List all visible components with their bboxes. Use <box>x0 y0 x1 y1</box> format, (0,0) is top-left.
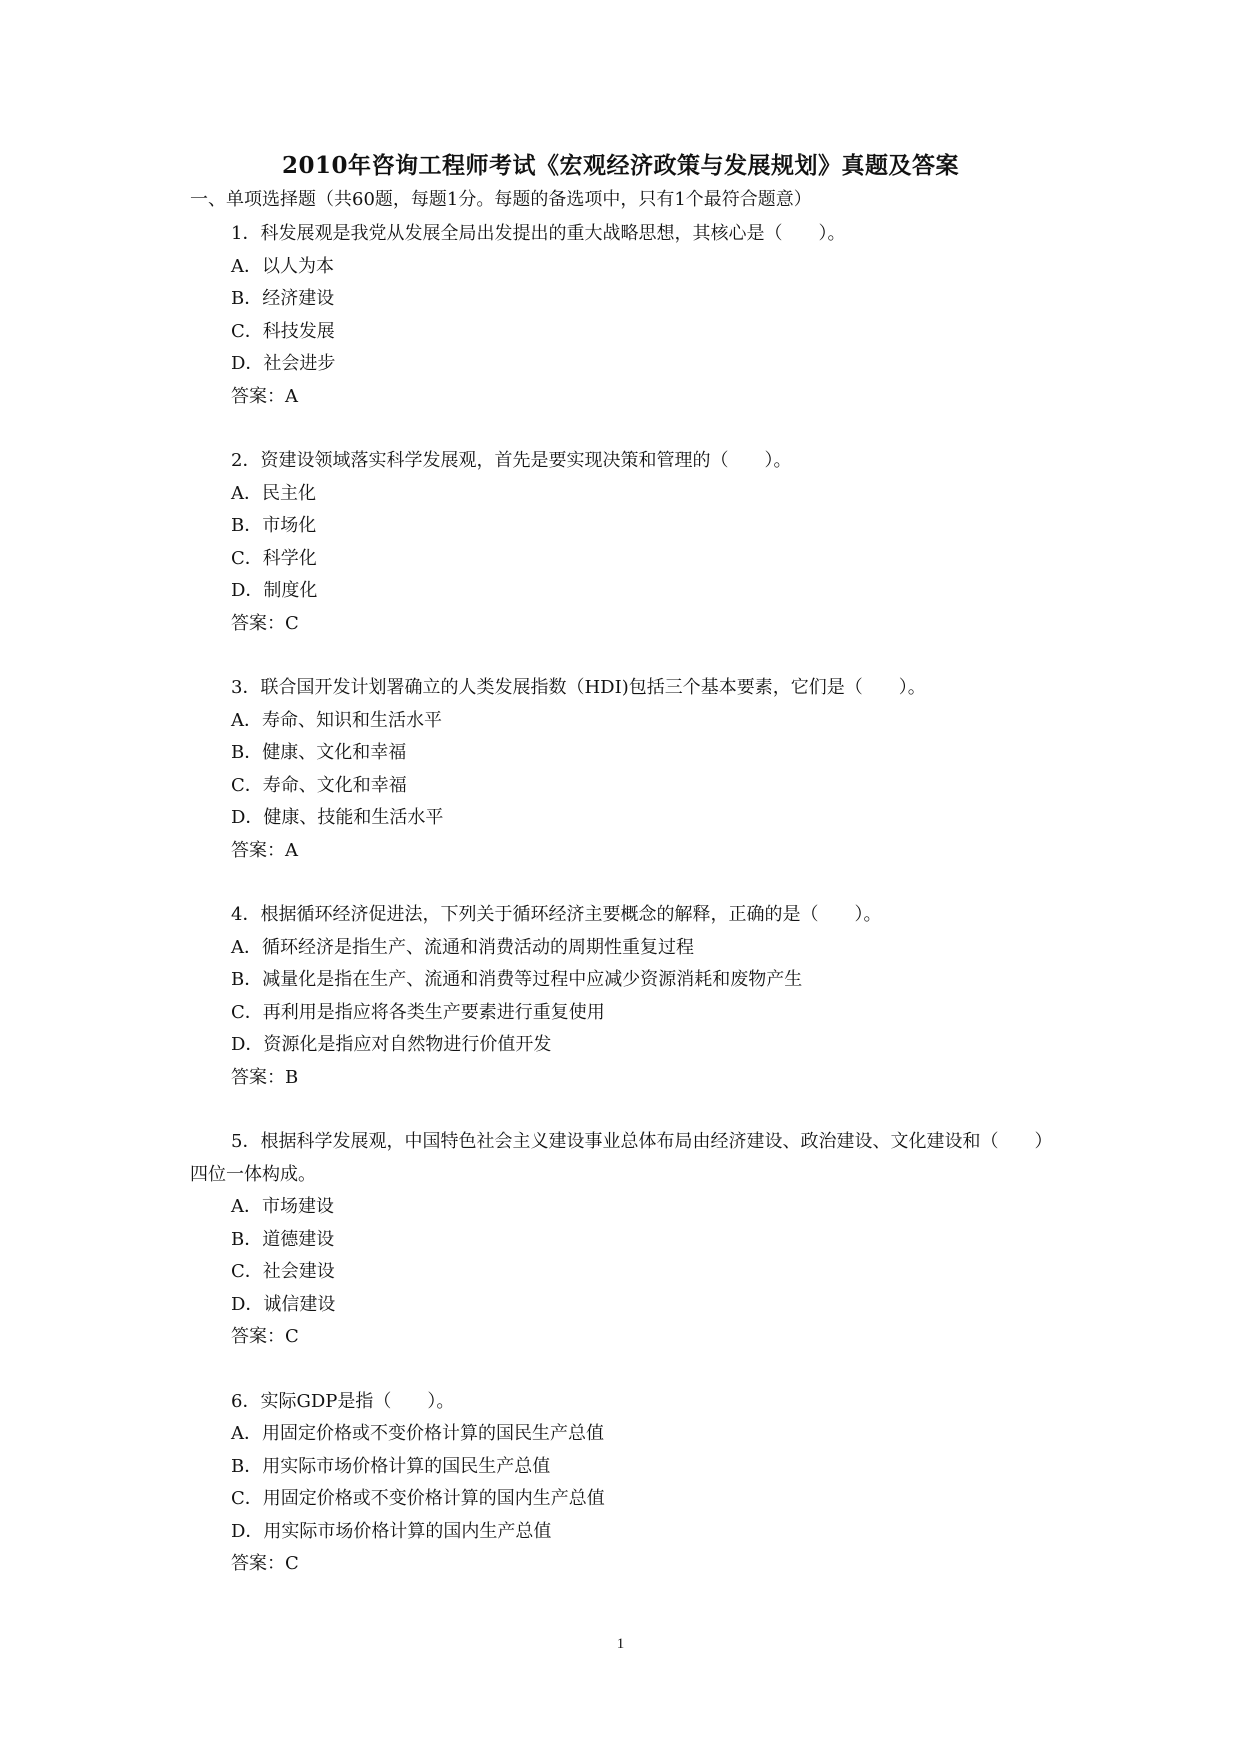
option-a: A．循环经济是指生产、流通和消费活动的周期性重复过程 <box>231 936 694 958</box>
question-stem: 5．根据科学发展观，中国特色社会主义建设事业总体布局由经济建设、政治建设、文化建设和（ ）四位一体构成。 <box>190 1131 1053 1185</box>
option-a: A．民主化 <box>231 482 316 504</box>
option-a: A．用固定价格或不变价格计算的国民生产总值 <box>231 1423 604 1444</box>
page-number: 1 <box>616 1636 625 1652</box>
option-b: B．健康、文化和幸福 <box>231 742 407 763</box>
question-6 <box>231 1386 1061 1581</box>
option-b: B．经济建设 <box>231 288 335 309</box>
question-3 <box>231 672 1061 867</box>
question-4 <box>231 899 1061 1094</box>
option-a: A．寿命、知识和生活水平 <box>231 709 442 731</box>
option-c: C．社会建设 <box>231 1261 335 1282</box>
option-d: D．制度化 <box>231 580 318 601</box>
question-list <box>190 218 1061 1581</box>
question-stem: 1．科发展观是我党从发展全局出发提出的重大战略思想，其核心是（ ）。 <box>231 223 846 244</box>
option-b: B．市场化 <box>231 515 317 536</box>
option-c: C．再利用是指应将各类生产要素进行重复使用 <box>231 1001 605 1023</box>
option-c: C．寿命、文化和幸福 <box>231 774 407 796</box>
option-c: C．科技发展 <box>231 320 335 342</box>
question-5 <box>190 1126 1061 1354</box>
answer-line: 答案：B <box>231 1066 299 1088</box>
option-d: D．社会进步 <box>231 353 336 374</box>
option-d: D．诚信建设 <box>231 1293 336 1315</box>
question-stem: 4．根据循环经济促进法，下列关于循环经济主要概念的解释，正确的是（ ）。 <box>231 904 882 925</box>
answer-line: 答案：C <box>231 1326 299 1347</box>
answer-line: 答案：A <box>231 839 298 861</box>
question-2 <box>231 445 1061 640</box>
option-b: B．道德建设 <box>231 1228 335 1250</box>
question-stem: 6．实际GDP是指（ ）。 <box>231 1390 455 1412</box>
answer-line: 答案：C <box>231 612 299 634</box>
option-a: A．市场建设 <box>231 1196 334 1217</box>
option-d: D．健康、技能和生活水平 <box>231 807 444 828</box>
answer-line: 答案：C <box>231 1553 299 1574</box>
option-c: C．用固定价格或不变价格计算的国内生产总值 <box>231 1488 605 1509</box>
option-d: D．资源化是指应对自然物进行价值开发 <box>231 1034 552 1055</box>
question-1 <box>231 218 1061 413</box>
answer-line: 答案：A <box>231 385 298 407</box>
option-c: C．科学化 <box>231 547 317 569</box>
option-a: A．以人为本 <box>231 255 334 277</box>
question-stem: 2．资建设领域落实科学发展观，首先是要实现决策和管理的（ ）。 <box>231 450 792 471</box>
option-b: B．用实际市场价格计算的国民生产总值 <box>231 1455 551 1477</box>
option-b: B．减量化是指在生产、流通和消费等过程中应减少资源消耗和废物产生 <box>231 969 803 990</box>
question-stem: 3．联合国开发计划署确立的人类发展指数（HDI)包括三个基本要素，它们是（ ）。 <box>231 677 926 698</box>
document-title: 2010年咨询工程师考试《宏观经济政策与发展规划》真题及答案 <box>281 152 959 179</box>
option-d: D．用实际市场价格计算的国内生产总值 <box>231 1520 552 1542</box>
section-heading: 一、单项选择题（共60题，每题1分。每题的备选项中，只有1个最符合题意） <box>190 189 812 210</box>
